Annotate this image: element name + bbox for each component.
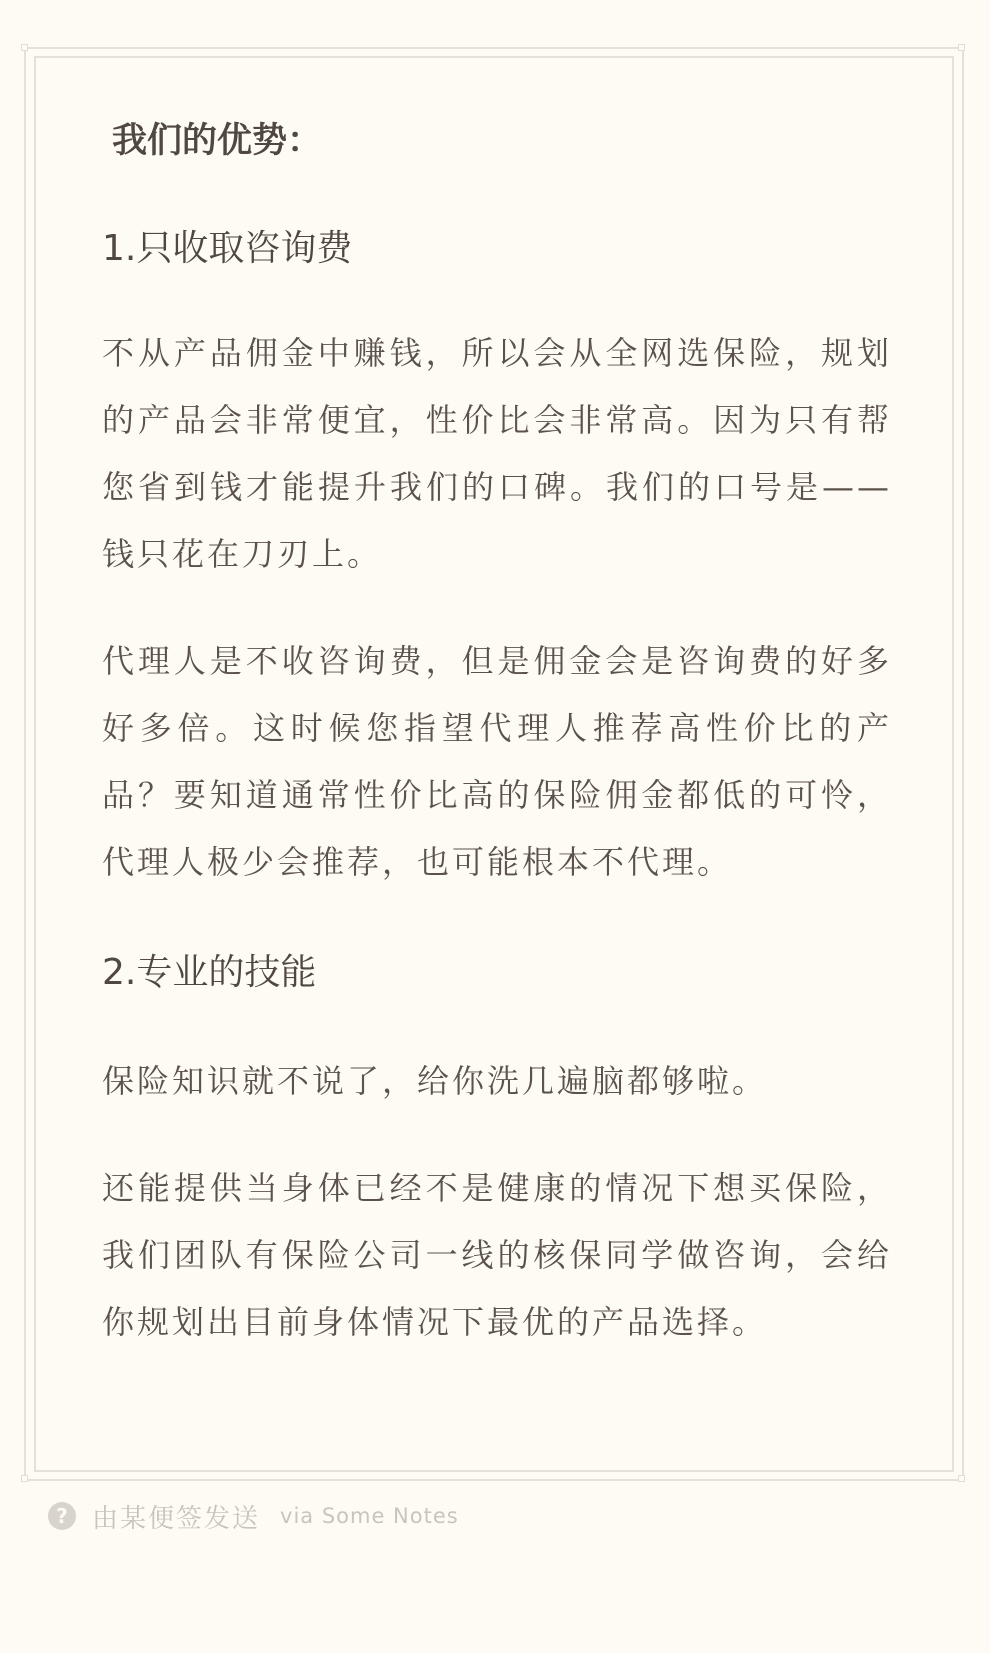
section-1-heading: 1.只收取咨询费 bbox=[102, 228, 353, 269]
section-2-paragraph-1: 保险知识就不说了，给你洗几遍脑都够啦。 bbox=[102, 1062, 768, 1100]
note-content bbox=[102, 110, 892, 1356]
frame-corner-top-right bbox=[958, 44, 965, 51]
frame-corner-bottom-left bbox=[21, 1475, 28, 1482]
frame-corner-top-left bbox=[21, 44, 28, 51]
section-1-paragraph-1: 不从产品佣金中赚钱，所以会从全网选保险，规划的产品会非常便宜，性价比会非常高。因为只有帮您省到钱才能提升我们的口碑。我们的口号是——钱只花在刀刃上。 bbox=[102, 334, 892, 573]
section-2-paragraph-2: 还能提供当身体已经不是健康的情况下想买保险，我们团队有保险公司一线的核保同学做咨询，会给你规划出目前身体情况下最优的产品选择。 bbox=[102, 1169, 892, 1341]
note-title: 我们的优势： bbox=[112, 121, 323, 161]
sent-via-label: 由某便签发送 bbox=[92, 1503, 261, 1534]
frame-corner-bottom-right bbox=[958, 1475, 965, 1482]
app-name-label: via Some Notes bbox=[280, 1504, 459, 1528]
section-2-heading: 2.专业的技能 bbox=[102, 952, 317, 993]
footer-attribution bbox=[48, 1500, 459, 1532]
section-1-paragraph-2: 代理人是不收咨询费，但是佣金会是咨询费的好多好多倍。这时候您指望代理人推荐高性价比的产品？要知道通常性价比高的保险佣金都低的可怜，代理人极少会推荐，也可能根本不代理。 bbox=[102, 642, 892, 881]
question-circle-icon[interactable]: ? bbox=[48, 1502, 76, 1530]
